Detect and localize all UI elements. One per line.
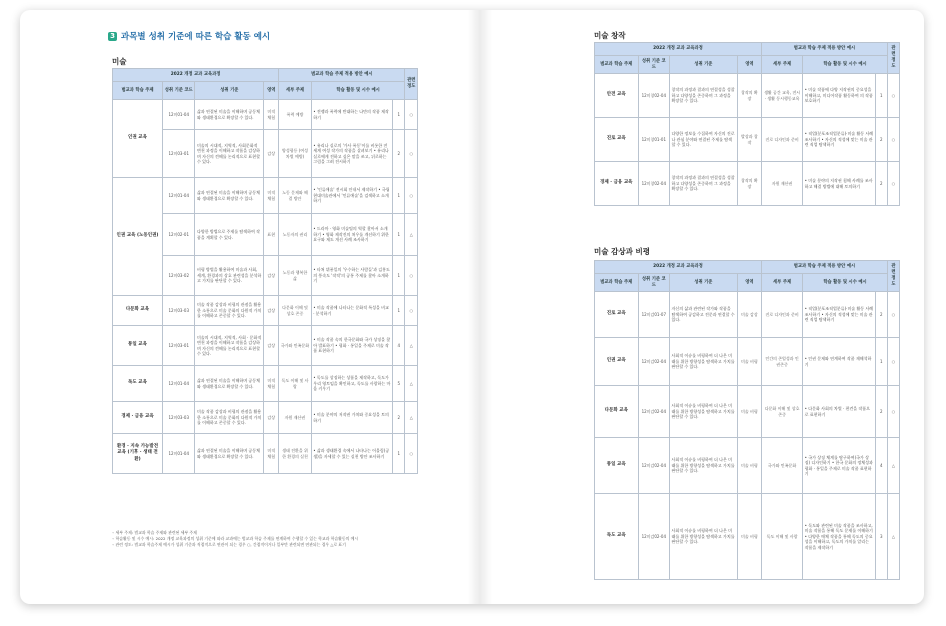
- right-page: [482, 10, 924, 604]
- row-subject: 독도 교육: [113, 366, 163, 402]
- row-hours: 2: [392, 402, 405, 434]
- row-code: 12미02-01: [162, 214, 194, 256]
- row-subject: 경제 · 금융 교육: [113, 402, 163, 434]
- table-row: [113, 100, 418, 130]
- row-hours: 1: [392, 214, 405, 256]
- row-hours: 2: [392, 130, 405, 178]
- row-standard: 삶과 연결된 미술을 이해하며 공동체와 생태환경으로 확장할 수 있다.: [195, 434, 264, 474]
- header-theme-apply: 범교과 학습 주제 적용 방안 예시: [762, 43, 888, 56]
- row-related: ○: [887, 118, 899, 162]
- row-code: 12미03-03: [162, 296, 194, 326]
- row-subject: 인권 교육: [113, 100, 163, 178]
- header-curriculum: 2022 개정 교과 교육과정: [113, 69, 279, 82]
- header-col-standard: 성취 기준: [670, 56, 738, 74]
- row-hours: 1: [875, 338, 887, 386]
- row-related: △: [405, 326, 418, 366]
- header-col-activity: 학습 활동 및 시수 예시: [803, 274, 888, 292]
- row-area: 감상: [264, 402, 279, 434]
- row-area: 감상: [264, 296, 279, 326]
- row-subject: 진로 교육: [595, 118, 639, 162]
- row-related: ○: [405, 130, 418, 178]
- footnote: ◦ 세부 주제: 범교과 학습 주제와 관련된 세부 주제: [112, 530, 197, 535]
- row-hours: 4: [875, 438, 887, 494]
- table-row: [595, 338, 900, 386]
- row-related: ○: [887, 162, 899, 206]
- row-detail: 양성평등 (여성 차별 예방): [279, 130, 311, 178]
- row-detail: 생태 전환을 위한 환경의 실천: [279, 434, 311, 474]
- header-theme-apply: 범교과 학습 주제 적용 방안 예시: [279, 69, 405, 82]
- header-col-detail: 세부 주제: [762, 274, 803, 292]
- row-area: 미술 감상: [737, 292, 761, 338]
- row-hours: 2: [875, 386, 887, 438]
- row-code: 12미감02-04: [638, 338, 669, 386]
- row-standard: 자신의 삶과 관련된 작가와 작품을 탐색하여 공감하고 전문과 연결할 수 있다.: [670, 292, 738, 338]
- section-title: 과목별 성취 기준에 따른 학습 활동 예시: [121, 32, 271, 42]
- row-related: ○: [405, 434, 418, 474]
- row-activity: • 미술 분야의 저작권 침해 사례를 조사하고 해결 방법에 대해 토의하기: [803, 162, 876, 206]
- row-related: ○: [887, 386, 899, 438]
- row-area: 미적 체험: [264, 178, 279, 214]
- row-related: △: [887, 494, 899, 580]
- row-hours: 1: [392, 434, 405, 474]
- table-row: [595, 386, 900, 438]
- table-row: [113, 402, 418, 434]
- row-hours: 2: [875, 292, 887, 338]
- subheading-appreciation: 미술 감상과 비평: [594, 247, 650, 256]
- row-hours: 2: [875, 162, 887, 206]
- row-detail: 자원 재산권: [762, 162, 803, 206]
- header-col-area: 영역: [737, 56, 761, 74]
- row-standard: 미술의 시대적, 지역적, 사회 · 문화적 변천 과정을 이해하고 작품을 감상하며 자신의 견해를 논리적으로 표현할 수 있다.: [195, 326, 264, 366]
- row-subject: 다문화 교육: [113, 296, 163, 326]
- row-detail: 국가와 민족문화: [279, 326, 311, 366]
- row-standard: 삶과 연결된 미술을 이해하며 공동체와 생태환경으로 확장할 수 있다.: [195, 366, 264, 402]
- header-col-subject: 범교과 학습 주제: [595, 56, 639, 74]
- header-col-code: 성취 기준 코드: [162, 82, 194, 100]
- row-code: 12미감02-04: [638, 438, 669, 494]
- table-row: [595, 292, 900, 338]
- row-area: 미술 비평: [737, 338, 761, 386]
- row-code: 12미감02-04: [638, 494, 669, 580]
- row-activity: • 직업(분포조직업분류)·미술 활동 사례 조사하기 • 자신의 적성에 맞는 미술 관련 직업 탐색하기: [803, 292, 876, 338]
- row-related: △: [405, 214, 418, 256]
- row-related: △: [887, 438, 899, 494]
- header-col-subject: 범교과 학습 주제: [595, 274, 639, 292]
- row-activity: • 독도를 상징하는 상품을 제작하고, 독도가 우리 영토임을 확인하고, 독도를 사랑하는 마음 키우기: [311, 366, 392, 402]
- row-hours: 1: [875, 74, 887, 118]
- row-standard: 사회적 이슈를 비평하여 더 나은 미래를 위한 방향성을 탐색하고 가치를 판단할 수 있다.: [670, 438, 738, 494]
- row-code: 12미01-04: [162, 434, 194, 474]
- header-col-subject: 범교과 학습 주제: [113, 82, 163, 100]
- row-standard: 삶과 연결된 미술을 이해하며 공동체와 생태환경으로 확장할 수 있다.: [195, 100, 264, 130]
- row-activity: • 삶과 생태환경 속에서 나타나는 어울림(공생)을 자세할 수 있는 실천 방안 조사하기: [311, 434, 392, 474]
- creation-table: [594, 42, 900, 206]
- row-activity: • 미술 작품에 다양 저작권의 중요성을 이해하고, 미디어작품 활동하여 의 작품 보호하기: [803, 74, 876, 118]
- footnote: ◦ 학습활동 및 시수 예시: 2022 개정 교육과정의 성취 기준에 따라 교과에는 범교과 학습 주제를 연계하여 수행할 수 있는 학교과 학습활동의 예시: [112, 536, 359, 542]
- row-subject: 인권 교육 (노동인권): [113, 178, 163, 296]
- row-code: 12미창02-04: [638, 74, 669, 118]
- row-standard: 미술 작품 감상과 비평의 관점을 활용한 소통으로 미술 문화의 다원적 가치를 이해하고 존중할 수 있다.: [195, 402, 264, 434]
- row-related: △: [405, 402, 418, 434]
- row-standard: 다양한 방법으로 주제를 탐색하여 작품을 계획할 수 있다.: [195, 214, 264, 256]
- row-code: 12미01-04: [162, 100, 194, 130]
- row-area: 창작의 확장: [737, 74, 761, 118]
- row-activity: • 다문화 사회의 차별 · 편견을 작품으로 표현하기: [803, 386, 876, 438]
- header-related: 관련 정도: [887, 43, 899, 74]
- row-area: 발상과 창작: [737, 118, 761, 162]
- row-standard: 비평 방법을 활용하여 미술과 사회, 세계, 환경과의 상호 관련성을 분석하고 가치를 판단할 수 있다.: [195, 256, 264, 296]
- row-hours: 3: [875, 494, 887, 580]
- row-detail: 다문화 이해 및 상호 존중: [762, 386, 803, 438]
- row-standard: 창작의 과정과 결과의 연결성을 성찰하고 다양성을 존중하며 그 과정을 확장할 수 있다.: [670, 74, 738, 118]
- left-table: [112, 68, 418, 474]
- row-code: 12미감02-04: [638, 386, 669, 438]
- row-related: ○: [405, 256, 418, 296]
- header-col-standard: 성취 기준: [670, 274, 738, 292]
- row-hours: 1: [392, 178, 405, 214]
- row-activity: • 드라마 · 영화 미술팀의 역할 찾아서 소개하기 • 영화 제작진의 처우를 개선하기 위한 요구와 제도 개선 사례 조사하기: [311, 214, 392, 256]
- row-standard: 다양한 정보를 수집하여 자신의 진로나 관심 분야와 연결된 주제를 탐색할 수 있다.: [670, 118, 738, 162]
- table-row: [595, 74, 900, 118]
- row-subject: 경제 · 금융 교육: [595, 162, 639, 206]
- row-area: 미적 체험: [264, 366, 279, 402]
- row-area: 미술 비평: [737, 494, 761, 580]
- row-detail: 노동자의 권리: [279, 214, 311, 256]
- row-detail: 진로 디자인과 준비: [762, 292, 803, 338]
- row-code: 12미03-01: [162, 130, 194, 178]
- header-col-area: 영역: [264, 82, 279, 100]
- table-row: [595, 438, 900, 494]
- row-subject: 독도 교육: [595, 494, 639, 580]
- row-area: 감상: [264, 130, 279, 178]
- left-page: [20, 10, 478, 604]
- row-subject: 인권 교육: [595, 338, 639, 386]
- appreciation-table: [594, 260, 900, 580]
- row-related: △: [405, 366, 418, 402]
- row-detail: 독도 이해 및 사랑: [279, 366, 311, 402]
- row-detail: 국가와 민족문화: [762, 438, 803, 494]
- header-col-activity: 학습 활동 및 시수 예시: [311, 82, 405, 100]
- header-curriculum: 2022 개정 교과 교육과정: [595, 261, 762, 274]
- row-standard: 사회적 이슈를 비평하여 더 나은 미래를 위한 방향성을 탐색하고 가치를 판단할 수 있다.: [670, 338, 738, 386]
- row-area: 미적 체험: [264, 100, 279, 130]
- row-standard: 창작의 과정과 결과의 연결성을 성찰하고 다양성을 존중하며 그 과정을 확장할 수 있다.: [670, 162, 738, 206]
- row-related: ○: [405, 178, 418, 214]
- row-hours: 2: [875, 118, 887, 162]
- table-row: [113, 434, 418, 474]
- row-standard: 사회적 이슈를 비평하여 더 나은 미래를 위한 방향성을 탐색하고 가치를 판단할 수 있다.: [670, 494, 738, 580]
- row-code: 12미창01-01: [638, 118, 669, 162]
- table-row: [595, 162, 900, 206]
- row-detail: 자원 재산권: [279, 402, 311, 434]
- row-subject: 진로 교육: [595, 292, 639, 338]
- subject-heading: 미술: [112, 57, 127, 66]
- table-row: [595, 494, 900, 580]
- row-standard: 삶과 연결된 미술을 이해하며 공동체와 생태환경으로 확장할 수 있다.: [195, 178, 264, 214]
- row-related: ○: [405, 296, 418, 326]
- section-heading: [108, 30, 270, 42]
- footnotes: [112, 530, 422, 548]
- row-subject: 다문화 교육: [595, 386, 639, 438]
- row-code: 12미창02-04: [638, 162, 669, 206]
- header-col-detail: 세부 주제: [762, 56, 803, 74]
- row-detail: 노동 문제와 해결 방안: [279, 178, 311, 214]
- row-code: 12미01-04: [162, 366, 194, 402]
- row-detail: 인간의 존엄성과 인권존중: [762, 338, 803, 386]
- row-activity: • 타쳐 뷔퐁일의 '우수하는 사람들'과 김홍도의 풍속도 '작적'의 공통 주제를 찾아 소개하기: [311, 256, 392, 296]
- row-detail: 진로 디자인과 준비: [762, 118, 803, 162]
- row-activity: • '인류애술' 전시회 안내서 제작하기 • 국립현대미술관에서 '인류애술'을 검색하고 소개하기: [311, 178, 392, 214]
- header-col-area: 영역: [737, 274, 761, 292]
- row-activity: • 전쟁과 폭력에 반대하는 나만의 작품 제작하기: [311, 100, 392, 130]
- header-col-code: 성취 기준 코드: [638, 274, 669, 292]
- row-standard: 미술 작품 감상과 비평의 관점을 활용한 소통으로 미술 문화의 다원적 가치를 이해하고 존중할 수 있다.: [195, 296, 264, 326]
- row-hours: 1: [392, 100, 405, 130]
- row-hours: 1: [392, 256, 405, 296]
- row-area: 미술 비평: [737, 438, 761, 494]
- row-activity: • 직업(분포조직업분류)·미술 활동 사례 조사하기 • 자신의 적성에 맞는 미술 관련 직업 탐색하기: [803, 118, 876, 162]
- table-row: [595, 118, 900, 162]
- row-code: 12미01-04: [162, 178, 194, 214]
- header-col-standard: 성취 기준: [195, 82, 264, 100]
- section-number: 3: [108, 32, 117, 41]
- row-area: 미적 체험: [264, 434, 279, 474]
- row-area: 표현: [264, 214, 279, 256]
- row-area: 감상: [264, 256, 279, 296]
- row-detail: 다문화 이해 및 상호 존중: [279, 296, 311, 326]
- row-detail: 노동과 행복한 삶: [279, 256, 311, 296]
- row-standard: 미술의 시대적, 지역적, 사회문화적 변천 과정을 이해하고 작품을 감상하며 자신의 견해를 논리적으로 표현할 수 있다.: [195, 130, 264, 178]
- row-code: 12미감01-07: [638, 292, 669, 338]
- row-activity: • 미술 작품 속의 한국문화와 국가 상징을 찾아 발표하기 • 평화 · 통일을 주제로 미술 작품 표현하기: [311, 326, 392, 366]
- row-related: ○: [405, 100, 418, 130]
- row-activity: • 유리나 실로의 '가사 폭동'이를 비롯한 전 세계 여성 작가의 작품을 살펴보기 • 유리나 실로에게 전하고 싶은 말을 쓰고, 뒤로하는 그림을 그려 전시하기: [311, 130, 392, 178]
- table-row: [113, 296, 418, 326]
- header-col-detail: 세부 주제: [279, 82, 311, 100]
- row-detail: 독도 이해 및 사랑: [762, 494, 803, 580]
- row-subject: 환경 · 지속 가능발전 교육 (기후 · 생태 전환): [113, 434, 163, 474]
- header-related: 관련 정도: [887, 261, 899, 292]
- row-detail: 생활 공간 교육, 전시 · 생활 동시행동교육: [762, 74, 803, 118]
- header-related: 관련 정도: [405, 69, 418, 100]
- row-subject: 통일 교육: [113, 326, 163, 366]
- row-hours: 5: [392, 366, 405, 402]
- row-code: 12미03-02: [162, 256, 194, 296]
- header-curriculum: 2022 개정 교과 교육과정: [595, 43, 762, 56]
- table-row: [113, 178, 418, 214]
- row-related: ○: [887, 74, 899, 118]
- row-activity: • 미술 분야의 저작권 가치와 중요성을 토의하기: [311, 402, 392, 434]
- row-detail: 폭력 예방: [279, 100, 311, 130]
- row-standard: 사회적 이슈를 비평하여 더 나은 미래를 위한 방향성을 탐색하고 가치를 판단할 수 있다.: [670, 386, 738, 438]
- row-area: 창작의 확장: [737, 162, 761, 206]
- row-activity: • 미술 작품에 나타나는 문화적 특성을 비교 · 분석하기: [311, 296, 392, 326]
- row-activity: • 인권 문제와 연계하여 작품 재해석하기: [803, 338, 876, 386]
- table-row: [113, 366, 418, 402]
- row-code: 12미03-03: [162, 402, 194, 434]
- row-hours: 1: [392, 296, 405, 326]
- row-activity: • 국가 상징 체계를 탐구하여(국가 상징) 디자인하기 • 한국 문화의 정체성과 평화 · 통일을 주제로 미술 작품 표현하기: [803, 438, 876, 494]
- row-subject: 통일 교육: [595, 438, 639, 494]
- row-code: 12미03-01: [162, 326, 194, 366]
- header-col-code: 성취 기준 코드: [638, 56, 669, 74]
- row-area: 미술 비평: [737, 386, 761, 438]
- book-spread: [20, 10, 924, 604]
- row-hours: 4: [392, 326, 405, 366]
- header-col-activity: 학습 활동 및 시수 예시: [803, 56, 888, 74]
- row-related: ○: [887, 292, 899, 338]
- row-subject: 안전 교육: [595, 74, 639, 118]
- subheading-creation: 미술 창작: [594, 31, 626, 40]
- row-area: 감상: [264, 326, 279, 366]
- table-row: [113, 326, 418, 366]
- row-related: ○: [887, 338, 899, 386]
- header-theme-apply: 범교과 학습 주제 적용 방안 예시: [762, 261, 888, 274]
- footnote: ◦ 관련 정도: 범교과 학습주제 예시가 성취 기준과 직접적으로 연관이 되는 경우 ○, 간접적이거나 일부만 관련되면 연관되는 경우 △로 표기: [112, 542, 346, 548]
- row-activity: • 독도와 관련된 미술 작품을 조사하고, 미술 작품을 통해 독도 문제를 이해하기 • 다양한 매체 작품을 통해 독도의 중요성을 이해하고, 독도의 가치를 알리는 작품을 제작하기: [803, 494, 876, 580]
